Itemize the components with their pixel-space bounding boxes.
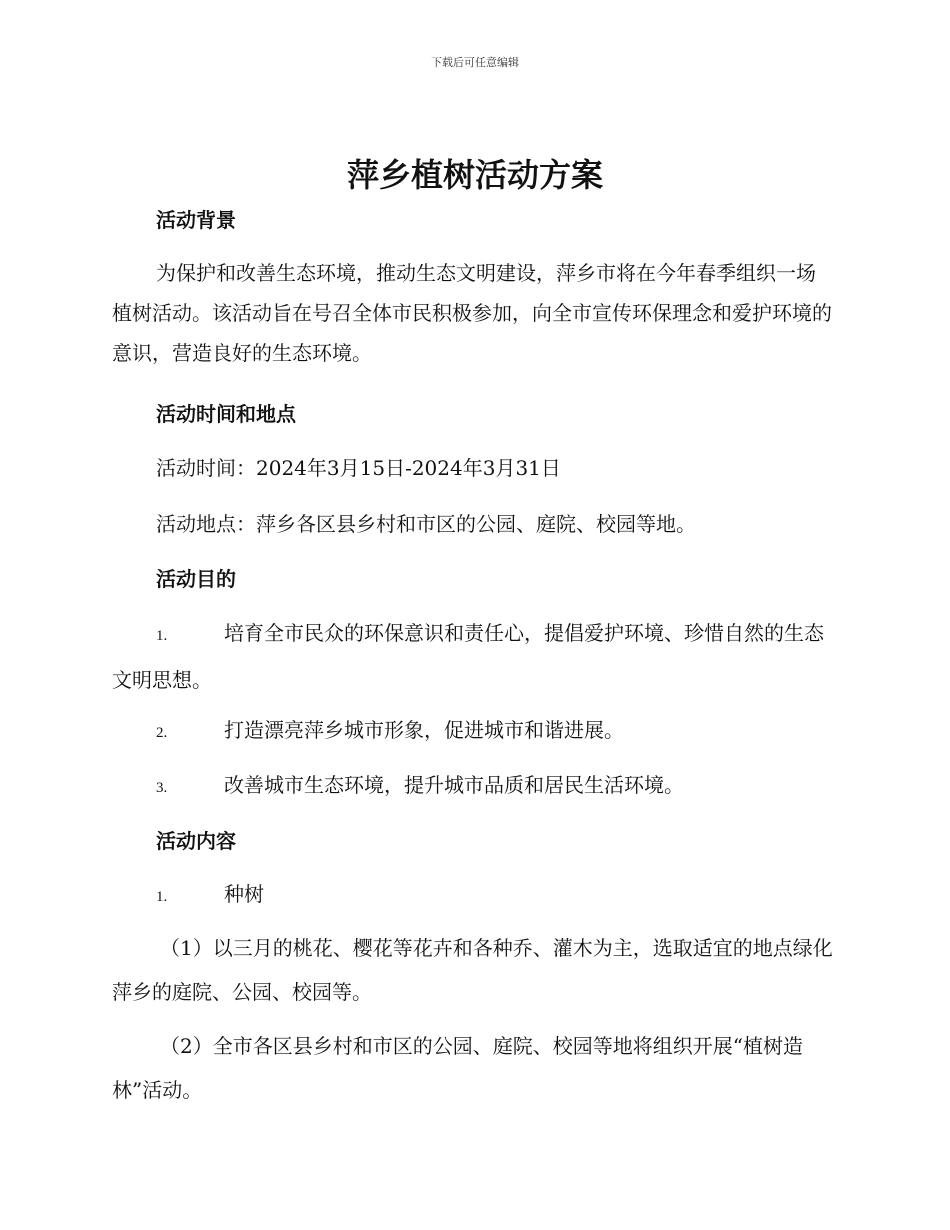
activity-time: 活动时间：2024年3月15日-2024年3月31日 (156, 456, 561, 480)
purpose-item-number: 2. (156, 725, 168, 741)
section-heading-purpose: 活动目的 (156, 567, 236, 591)
purpose-item-3 (112, 763, 834, 810)
content-item-number: 1. (156, 889, 168, 905)
purpose-item-text: 培育全市民众的环保意识和责任心，提倡爱护环境、珍惜自然的生态文明思想。 (112, 621, 824, 692)
activity-place: 活动地点：萍乡各区县乡村和市区的公园、庭院、校园等地。 (156, 512, 696, 536)
content-sub-paragraph-2: （2）全市各区县乡村和市区的公园、庭院、校园等地将组织开展“植树造林”活动。 (112, 1034, 803, 1102)
purpose-item-text: 改善城市生态环境，提升城市品质和居民生活环境。 (224, 773, 684, 797)
content-item-text: 种树 (224, 882, 264, 906)
section-heading-time-place: 活动时间和地点 (156, 402, 296, 426)
purpose-item-1 (112, 611, 834, 702)
content-sub-paragraph-1: （1）以三月的桃花、樱花等花卉和各种乔、灌木为主，选取适宜的地点绿化萍乡的庭院、公园、校园等。 (112, 936, 833, 1004)
purpose-item-number: 1. (156, 628, 168, 644)
purpose-item-2 (112, 708, 834, 755)
document-title: 萍乡植树活动方案 (346, 156, 603, 194)
purpose-item-text: 打造漂亮萍乡城市形象，促进城市和谐进展。 (224, 718, 624, 742)
section-heading-content: 活动内容 (156, 829, 236, 853)
section-heading-background: 活动背景 (156, 208, 236, 232)
purpose-item-number: 3. (156, 780, 168, 796)
background-paragraph: 为保护和改善生态环境，推动生态文明建设，萍乡市将在今年春季组织一场植树活动。该活动旨在号召全体市民积极参加，向全市宣传环保理念和爱护环境的意识，营造良好的生态环境。 (112, 261, 832, 365)
header-note: 下载后可任意编辑 (431, 56, 519, 69)
content-item-1 (112, 872, 834, 919)
